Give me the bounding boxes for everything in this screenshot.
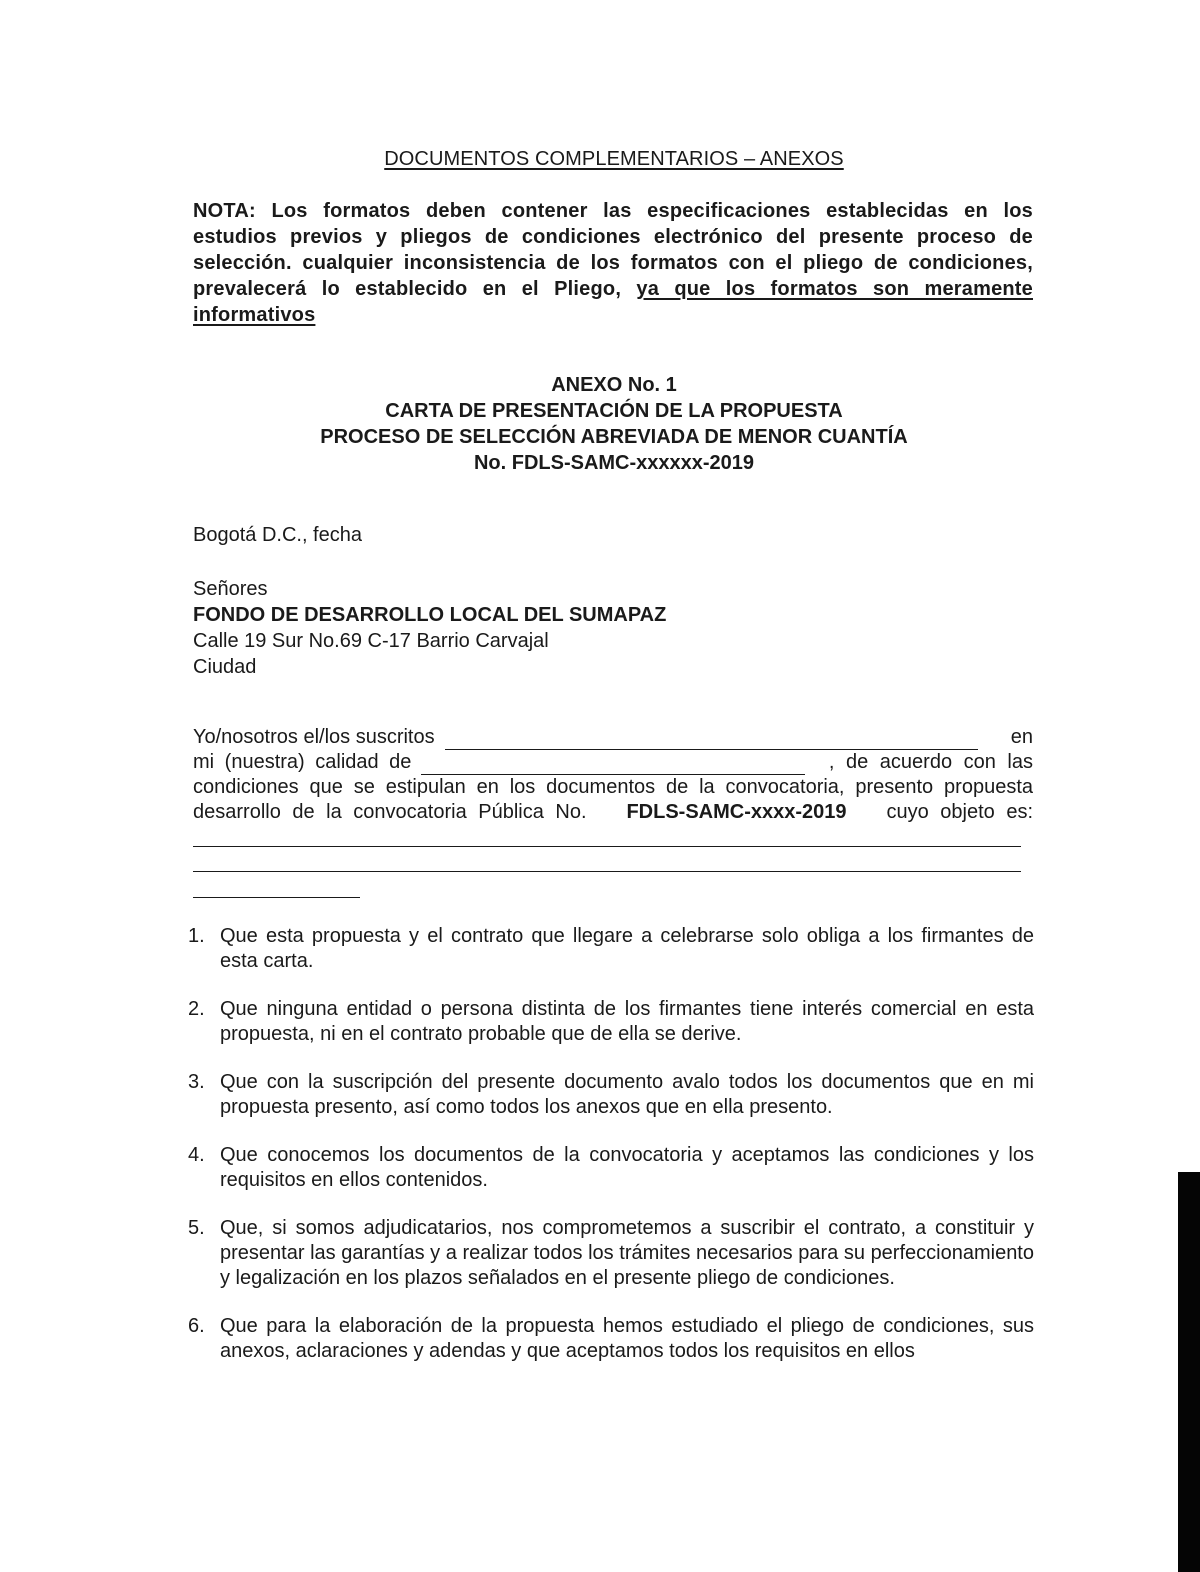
annex-number: ANEXO No. 1 [551,374,677,396]
nota-text: NOTA: Los formatos deben contener las especificaciones establecidas en los estudios previos y pliegos de condiciones electrónico del presente proceso de selección. cualquier inconsistencia de los formatos con el pliego de condiciones, prevalecerá lo establecido en el Pliego, [193,200,1033,300]
declarations-list [188,924,1034,1387]
list-item: 3. Que con la suscripción del presente documento avalo todos los documentos que en mi propuesta presento, así como todos los anexos que en ella presento. [188,1071,1034,1118]
convocatoria-code: FDLS-SAMC-xxxx-2019 [626,801,847,823]
entity-city: Ciudad [193,656,257,678]
list-item: 2. Que ninguna entidad o persona distinta de los firmantes tiene interés comercial en esta propuesta, ni en el contrato probable que de ella se derive. [188,998,1034,1045]
list-item: 4. Que conocemos los documentos de la convocatoria y aceptamos las condiciones y los requisitos en ellos contenidos. [188,1144,1034,1191]
paragraph-line-2 [193,750,1033,775]
paragraph-line-1 [193,725,1033,750]
paragraph-line-3: condiciones que se estipulan en los documentos de la convocatoria, presento propuesta [193,776,1033,798]
en-word: en [1010,726,1033,748]
convocatoria-text: desarrollo de la convocatoria Pública No. [193,801,587,823]
objeto-blank-line [193,871,1021,872]
list-item: 6. Que para la elaboración de la propuesta hemos estudiado el pliego de condiciones, sus anexos, aclaraciones y adendas y que aceptamos todos los requisitos en ellos [188,1315,1034,1362]
place-date: Bogotá D.C., fecha [193,524,362,546]
calidad-label: mi (nuestra) calidad de [193,751,412,773]
objeto-text: cuyo objeto es: [886,801,1033,823]
scan-edge-shadow [1178,1172,1200,1572]
entity-address: Calle 19 Sur No.69 C-17 Barrio Carvajal [193,630,549,652]
list-item: 1. Que esta propuesta y el contrato que llegare a celebrarse solo obliga a los firmantes de esta carta. [188,925,1034,972]
presentation-paragraph [193,725,1033,825]
nota-paragraph [193,198,1033,328]
list-item: 5. Que, si somos adjudicatarios, nos comprometemos a suscribir el contrato, a constituir y presentar las garantías y a realizar todos los trámites necesarios para su perfeccionamiento y legalización en los plazos señalados en el presente pliego de condiciones. [188,1217,1034,1289]
paragraph-line-4 [193,800,1033,825]
nota-underlined-text: ya que los formatos son meramente informativos [193,278,1033,326]
annex-heading [0,372,1200,476]
annex-name: CARTA DE PRESENTACIÓN DE LA PROPUESTA [385,400,843,422]
calidad-blank [421,756,805,775]
addressee-block [193,576,666,680]
annex-process: PROCESO DE SELECCIÓN ABREVIADA DE MENOR CUANTÍA [320,426,908,448]
suscritos-label: Yo/nosotros el/los suscritos [193,726,435,748]
objeto-blank-line [193,846,1021,847]
document-title: DOCUMENTOS COMPLEMENTARIOS – ANEXOS [384,148,844,170]
objeto-blank-line [193,897,360,898]
entity-name: FONDO DE DESARROLLO LOCAL DEL SUMAPAZ [193,604,667,626]
suscritos-blank [445,731,978,750]
salutation: Señores [193,578,268,600]
acuerdo-text: , de acuerdo con las [828,751,1033,773]
annex-code: No. FDLS-SAMC-xxxxxx-2019 [473,452,755,474]
